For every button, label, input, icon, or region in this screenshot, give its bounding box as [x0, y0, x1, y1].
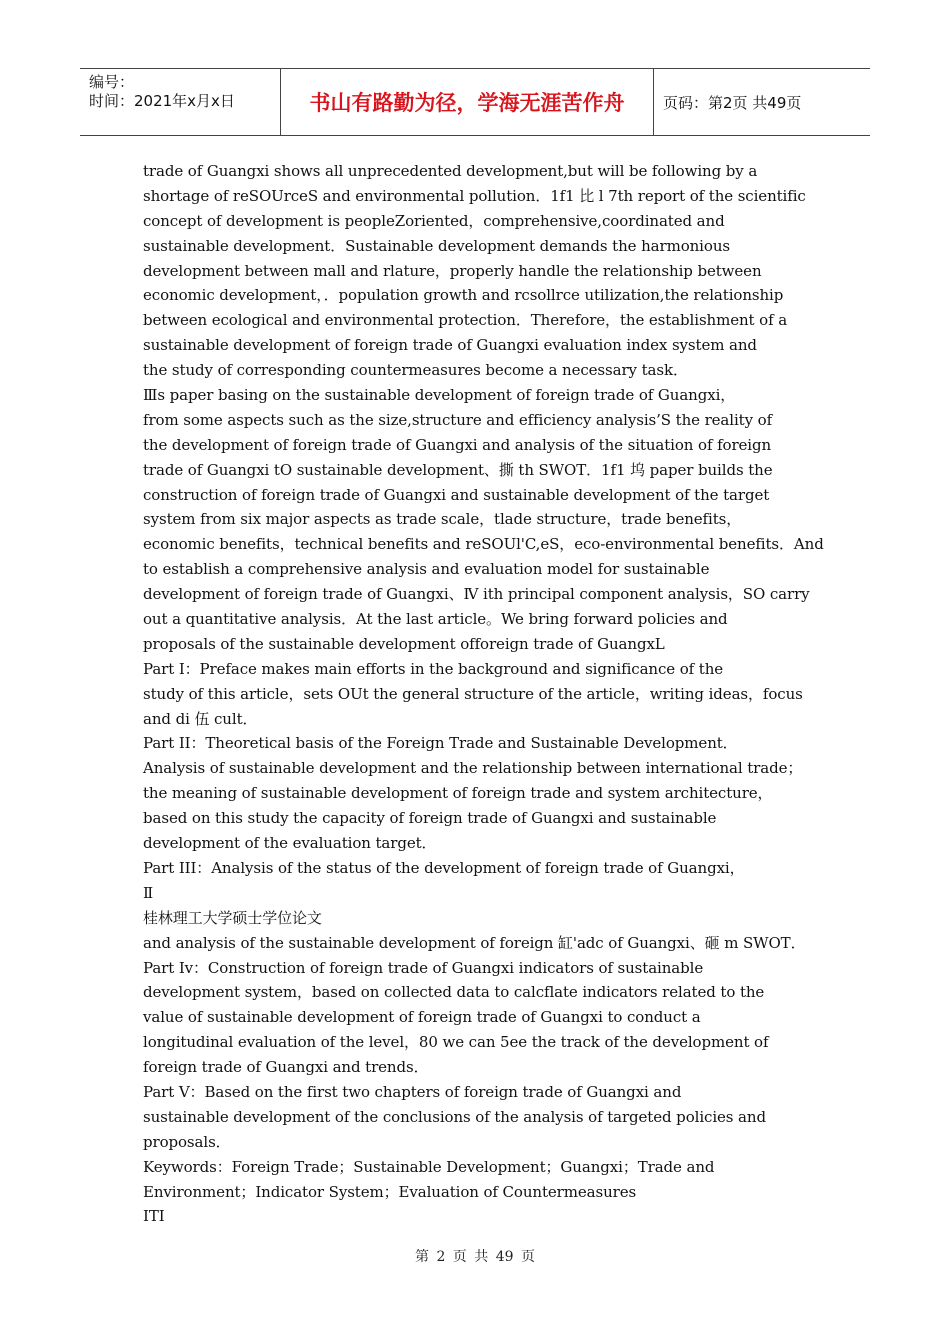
body-line: construction of foreign trade of Guangxi and sustainable development of the target — [143, 485, 770, 504]
body-line: proposals． — [143, 1132, 231, 1151]
body-line: Part Iv：Construction of foreign trade of Guangxi indicators of sustainable — [143, 958, 704, 977]
body-line: Environment；Indicator System；Evaluation of Countermeasures — [143, 1182, 637, 1201]
header-motto: 书山有路勤为径，学海无涯苦作舟 — [281, 69, 654, 135]
document-number-label: 编号： — [89, 73, 135, 91]
page-header — [80, 68, 870, 136]
body-line: value of sustainable development of foreign trade of Guangxi to conduct a — [143, 1008, 701, 1027]
body-line: trade of Guangxi tO sustainable development、撕 th SWOT．1f1 坞 paper builds the — [143, 460, 773, 479]
document-body — [143, 159, 843, 1229]
body-line: Part II：Theoretical basis of the Foreign Trade and Sustainable Development． — [143, 734, 738, 753]
body-line: development of foreign trade of Guangxi、Ⅳ ith principal component analysis，SO carry — [143, 585, 810, 604]
body-line: development of the evaluation target． — [143, 834, 437, 853]
body-line: study of this article，sets OUt the general structure of the article，writing ideas，focus — [143, 684, 803, 703]
body-line: Keywords：Foreign Trade；Sustainable Development；Guangxi；Trade and — [143, 1157, 715, 1176]
body-line: foreign trade of Guangxi and trends． — [143, 1058, 429, 1077]
body-line: concept of development is peopleZoriented，comprehensive,coordinated and — [143, 211, 725, 230]
body-line: economic benefits，technical benefits and reSOUl'C,eS，eco-environmental benefits．And — [143, 535, 824, 554]
body-line: Part I：Preface makes main efforts in the background and significance of the — [143, 659, 724, 678]
body-line: shortage of reSOUrceS and environmental pollution．1f1 比 l 7th report of the scientific — [143, 186, 806, 205]
body-line: ITI — [143, 1207, 165, 1226]
body-line: to establish a comprehensive analysis and evaluation model for sustainable — [143, 560, 710, 579]
body-line: Ⅱ — [143, 883, 154, 902]
body-line: sustainable development of the conclusions of the analysis of targeted policies and — [143, 1107, 766, 1126]
body-line: between ecological and environmental protection．Therefore，the establishment of a — [143, 311, 788, 330]
body-line: longitudinal evaluation of the level，80 we can 5ee the track of the development of — [143, 1033, 769, 1052]
body-line: 桂林理工大学硕士学位论文 — [143, 908, 322, 927]
body-line: from some aspects such as the size,structure and efficiency analysis’S the reality of — [143, 410, 773, 429]
body-line: Part V：Based on the first two chapters of foreign trade of Guangxi and — [143, 1082, 682, 1101]
page-footer: 第 2 页 共 49 页 — [415, 1249, 535, 1265]
body-line: the meaning of sustainable development of foreign trade and system architecture， — [143, 784, 773, 803]
body-line: out a quantitative analysis．At the last article。We bring forward policies and — [143, 610, 728, 629]
body-line: development between mall and rlature，properly handle the relationship between — [143, 261, 762, 280]
body-line: sustainable development of foreign trade of Guangxi evaluation index system and — [143, 336, 757, 355]
body-line: sustainable development．Sustainable development demands the harmonious — [143, 236, 730, 255]
body-line: trade of Guangxi shows all unprecedented development,but will be following by a — [143, 162, 758, 180]
body-line: Analysis of sustainable development and the relationship between international trade； — [143, 759, 803, 778]
body-line: development system，based on collected data to calcflate indicators related to the — [143, 983, 765, 1002]
document-time-label: 时间：2021年x月x日 — [89, 92, 235, 110]
body-line: and analysis of the sustainable development of foreign 缸'adc of Guangxi、砸 m SWOT． — [143, 933, 806, 952]
body-line: Part III：Analysis of the status of the development of foreign trade of Guangxi， — [143, 858, 745, 877]
body-line: and di 伍 cult． — [143, 709, 258, 728]
body-line: based on this study the capacity of foreign trade of Guangxi and sustainable — [143, 809, 717, 828]
body-line: proposals of the sustainable development offoreign trade of GuangxL — [143, 634, 665, 653]
header-meta-cell — [80, 69, 281, 135]
body-line: system from six major aspects as trade scale，tlade structure，trade benefits， — [143, 510, 742, 529]
body-line: Ⅲs paper basing on the sustainable development of foreign trade of Guangxi， — [143, 386, 736, 405]
body-line: economic development，．population growth and rcsollrce utilization,the relationship — [143, 286, 784, 305]
header-page-info: 页码：第2页 共49页 — [663, 94, 802, 112]
body-line: the study of corresponding countermeasures become a necessary task． — [143, 361, 688, 380]
body-line: the development of foreign trade of Guangxi and analysis of the situation of foreign — [143, 435, 772, 454]
